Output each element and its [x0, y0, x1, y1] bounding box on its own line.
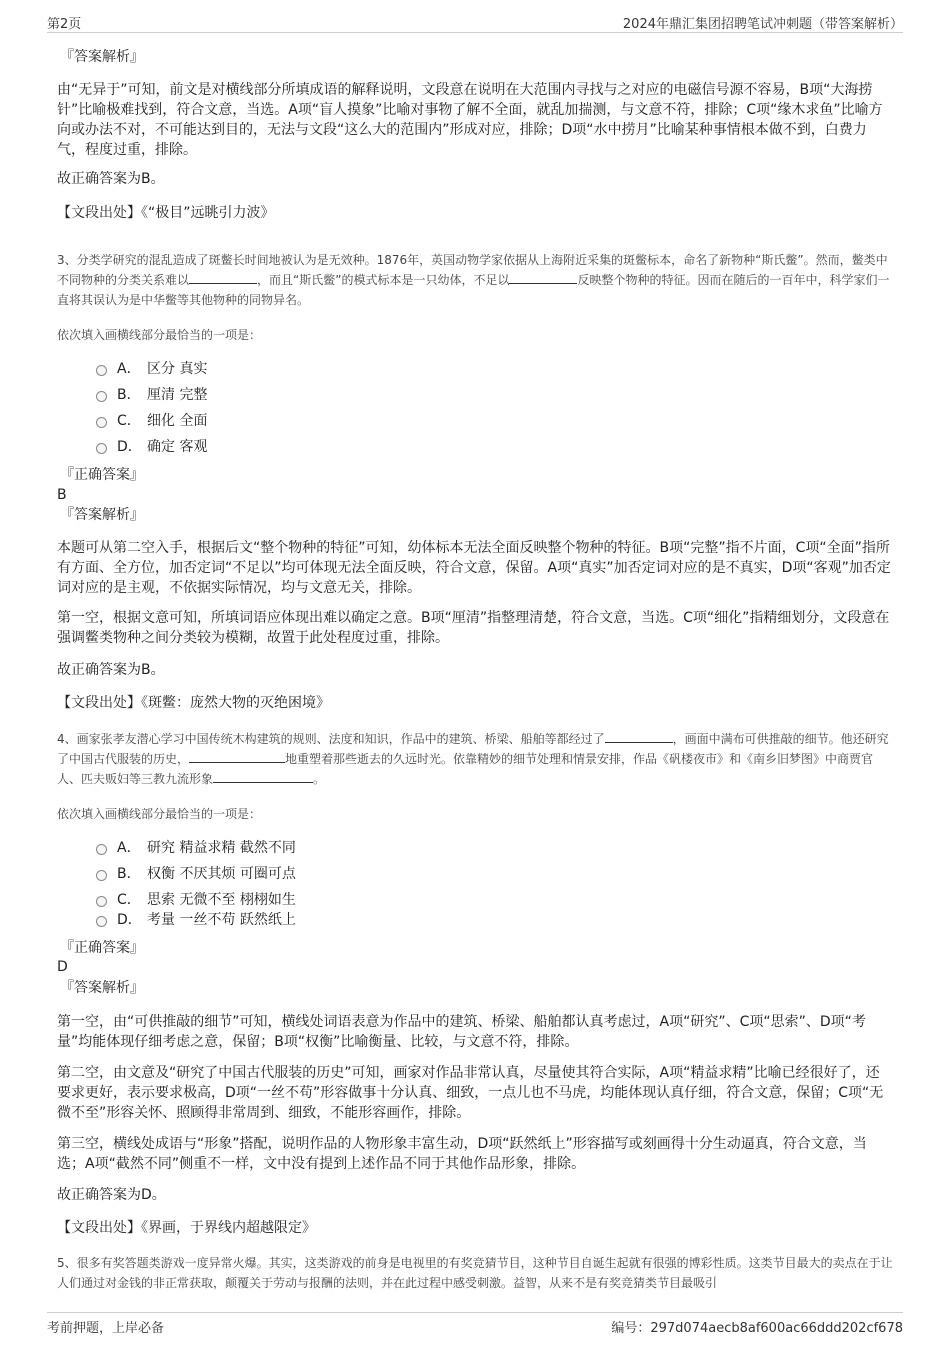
- q3-correct-label: 『正确答案』: [60, 467, 144, 483]
- q4-stem-part2: ，画面中满布可供推敲的细节。他还研究了中国古代服装的历史，: [57, 732, 889, 766]
- q2-source: 【文段出处】《“极目”远眺引力波》: [57, 205, 275, 221]
- page-footer: [47, 1312, 903, 1335]
- page-number: 第2页: [47, 17, 82, 32]
- q3-stem-part3: 反映整个物种的特征。因而在随后的一百年中，科学家们一直将其误认为是中华鳖等其他物种的同物异名。: [57, 273, 890, 307]
- q3-stem: [57, 250, 897, 310]
- q3-analysis-label: 『答案解析』: [60, 507, 144, 523]
- q2-analysis-label: 『答案解析』: [60, 49, 144, 65]
- radio-icon[interactable]: [96, 916, 107, 927]
- blank-line: [189, 750, 285, 763]
- q3-option-c[interactable]: C． 细化 全面: [96, 412, 207, 430]
- page-header: [47, 10, 903, 33]
- radio-icon[interactable]: [96, 391, 107, 402]
- q4-analysis-label: 『答案解析』: [60, 980, 144, 996]
- q4-conclusion: 故正确答案为D。: [57, 1187, 166, 1203]
- radio-icon[interactable]: [96, 844, 107, 855]
- q4-analysis-2: 第二空，由文意及“研究了中国古代服装的历史”可知，画家对作品非常认真，尽量使其符合实际，A项“精益求精”比喻已经很好了，还要求更好，表示要求极高，D项“一丝不苟”形容做事十分认真、细致，一点儿也不马虎，均能体现认真仔细，符合文意，保留；C项“无微不至”形容关怀、照顾得非常周到、细致，不能形容画作，排除。: [57, 1065, 884, 1121]
- q4-analysis-1: 第一空，由“可供推敲的细节”可知，横线处词语表意为作品中的建筑、桥梁、船舶都认真考虑过，A项“研究”、C项“思索”、D项“考量”均能体现仔细考虑之意，保留；B项“权衡”比喻衡量、比较，与文意不符，排除。: [57, 1014, 866, 1050]
- q3-analysis-2: 第一空，根据文意可知，所填词语应体现出难以确定之意。B项“厘清”指整理清楚，符合文意，当选。C项“细化”指精细划分，文段意在强调鳖类物种之间分类较为模糊，故置于此处程度过重，排除。: [57, 610, 890, 646]
- q3-analysis-1: 本题可从第二空入手，根据后文“整个物种的特征”可知，幼体标本无法全面反映整个物种的特征。B项“完整”指不片面，C项“全面”指所有方面、全方位，加否定词“不足以”均可体现无法全面反映，符合文意，保留。A项“真实”加否定词对应的是不真实，D项“客观”加否定词对应的是主观，不依据实际情况，均与文意无关，排除。: [57, 540, 891, 596]
- q2-conclusion: 故正确答案为B。: [57, 171, 165, 187]
- q4-analysis-3: 第三空，横线处成语与“形象”搭配，说明作品的人物形象丰富生动，D项“跃然纸上”形容描写或刻画得十分生动逼真，符合文意，当选；A项“截然不同”侧重不一样，文中没有提到上述作品不同于其他作品形象，排除。: [57, 1136, 867, 1172]
- radio-icon[interactable]: [96, 417, 107, 428]
- blank-line: [189, 271, 257, 284]
- q4-option-c[interactable]: C． 思索 无微不至 栩栩如生: [96, 891, 296, 909]
- q3-conclusion: 故正确答案为B。: [57, 662, 165, 678]
- q3-prompt: 依次填入画横线部分最恰当的一项是：: [57, 328, 262, 342]
- q2-analysis: 由“无异于”可知，前文是对横线部分所填成语的解释说明，文段意在说明在大范围内寻找与之对应的电磁信号源不容易，B项“大海捞针”比喻极难找到，符合文意，当选。A项“盲人摸象”比喻对事物了解不全面，就乱加揣测，与文意不符，排除；C项“缘木求鱼”比喻方向或办法不对，不可能达到目的，无法与文段“这么大的范围内”形成对应，排除；D项“水中捞月”比喻某种事情根本做不到，白费力气，程度过重，排除。: [57, 82, 883, 158]
- blank-line: [605, 730, 673, 743]
- q3-stem-part1: 3、分类学研究的混乱造成了斑鳖长时间地被认为是无效种。1876年，英国动物学家依据从上海附近采集的斑鳖标本，命名了新物种“斯氏鳖”。然而，鳖类中不同物种的分类关系难以: [57, 253, 888, 287]
- document-title: 2024年鼎汇集团招聘笔试冲刺题（带答案解析）: [622, 17, 903, 32]
- q4-stem-part4: 。: [313, 772, 326, 786]
- q4-source: 【文段出处】《界画，于界线内超越限定》: [57, 1220, 316, 1236]
- q4-option-a[interactable]: A． 研究 精益求精 截然不同: [96, 839, 296, 857]
- q3-option-a[interactable]: A． 区分 真实: [96, 360, 207, 378]
- radio-icon[interactable]: [96, 443, 107, 454]
- q4-correct-answer: D: [57, 959, 68, 975]
- document-code: 编号：297d074aecb8af600ac66ddd202cf678: [611, 1321, 903, 1336]
- q4-stem: [57, 729, 897, 789]
- blank-line: [213, 770, 313, 783]
- q3-source: 【文段出处】《斑鳖：庞然大物的灭绝困境》: [57, 695, 330, 711]
- footer-slogan: 考前押题，上岸必备: [47, 1321, 165, 1336]
- q4-option-d[interactable]: D． 考量 一丝不苟 跃然纸上: [96, 911, 296, 929]
- q4-stem-part3: 地重塑着那些逝去的久远时光。依靠精妙的细节处理和情景安排，作品《矾楼夜市》和《南乡旧梦图》中商贾官人、匹夫贩妇等三教九流形象: [57, 752, 874, 786]
- q3-correct-answer: B: [57, 487, 67, 503]
- q4-stem-part1: 4、画家张孝友潜心学习中国传统木构建筑的规则、法度和知识，作品中的建筑、桥梁、船舶等都经过了: [57, 732, 605, 746]
- radio-icon[interactable]: [96, 870, 107, 881]
- q4-correct-label: 『正确答案』: [60, 940, 144, 956]
- blank-line: [509, 271, 577, 284]
- q5-stem: 5、很多有奖答题类游戏一度异常火爆。其实，这类游戏的前身是电视里的有奖竞猜节目，这种节目自诞生起就有很强的博彩性质。这类节目最大的卖点在于让人们通过对金钱的非正常获取，颠覆关于劳动与报酬的法则，并在此过程中感受刺激。益智，从来不是有奖竞猜类节目最吸引: [57, 1256, 893, 1290]
- radio-icon[interactable]: [96, 365, 107, 376]
- q4-option-b[interactable]: B． 权衡 不厌其烦 可圈可点: [96, 865, 296, 883]
- q4-prompt: 依次填入画横线部分最恰当的一项是：: [57, 807, 262, 821]
- q3-option-d[interactable]: D． 确定 客观: [96, 438, 207, 456]
- q3-option-b[interactable]: B． 厘清 完整: [96, 386, 207, 404]
- radio-icon[interactable]: [96, 896, 107, 907]
- q3-stem-part2: ，而且“斯氏鳖”的模式标本是一只幼体，不足以: [257, 273, 510, 287]
